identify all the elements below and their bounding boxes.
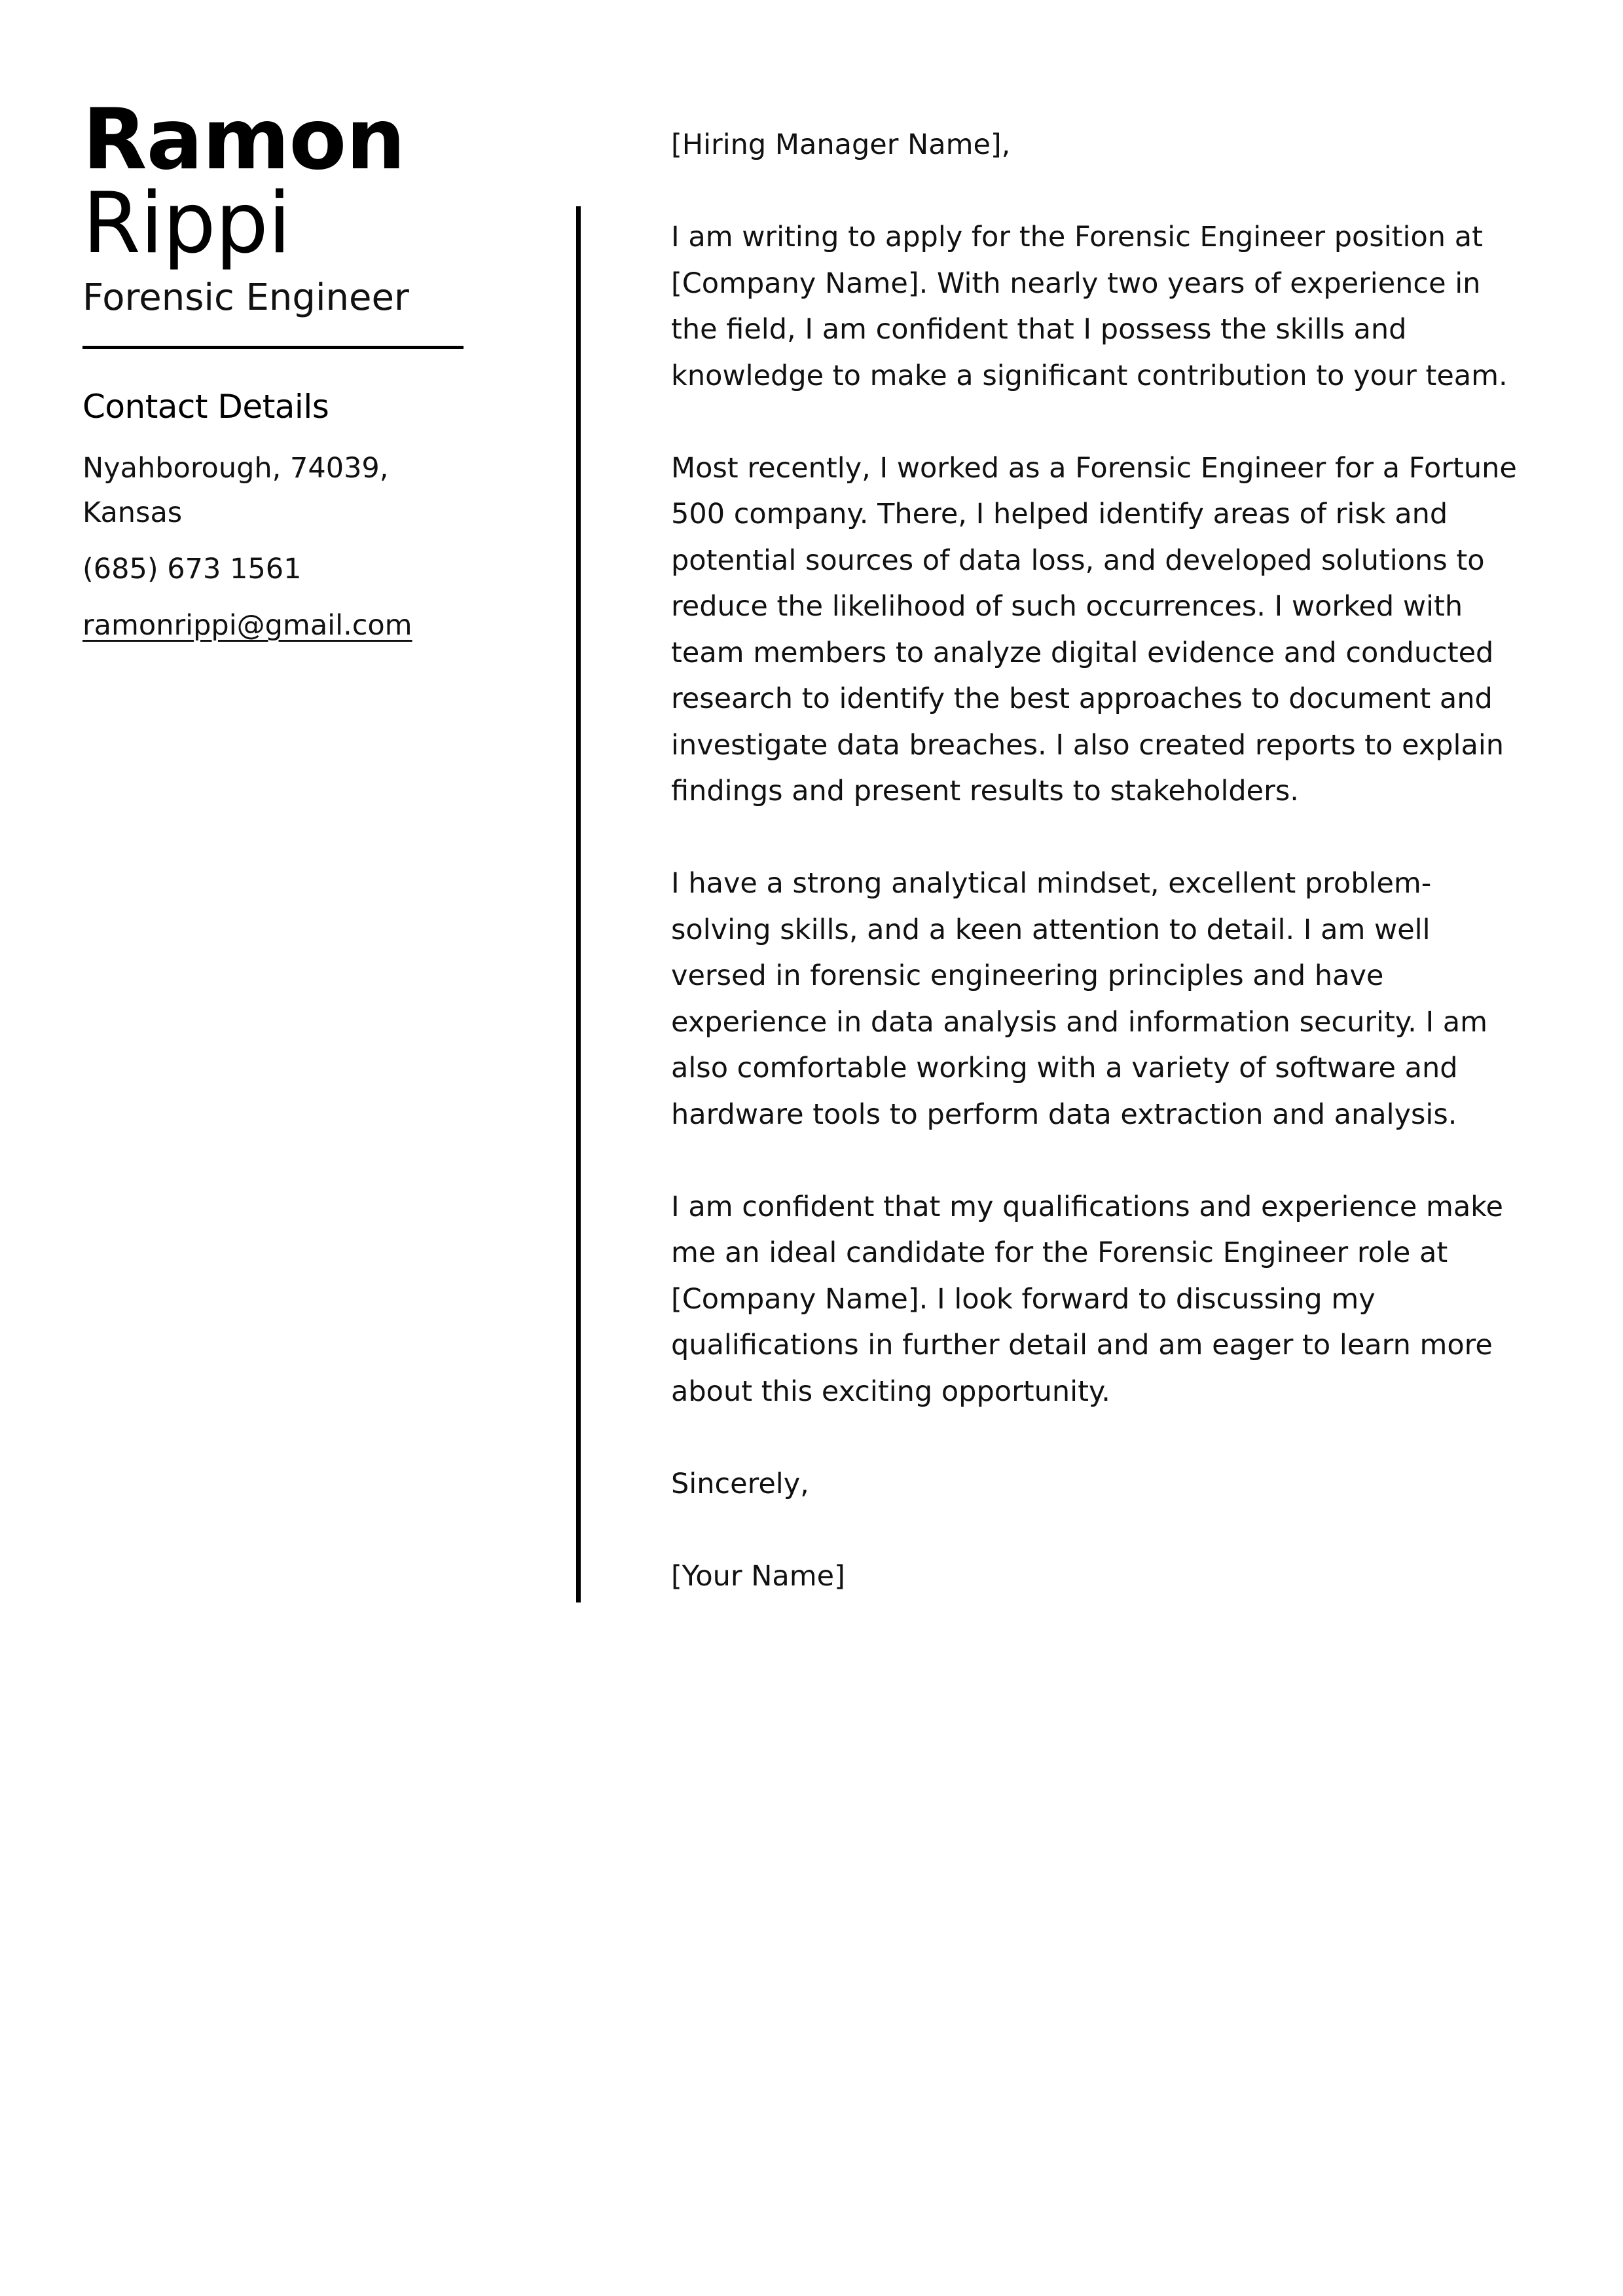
letter-signature: [Your Name] — [671, 1559, 845, 1593]
vertical-divider — [576, 206, 581, 1602]
header-divider — [82, 346, 464, 349]
letter-paragraph: I am writing to apply for the Forensic Engineer position at [Company Name]. With nearly two years of experience in the field, I am confident that I possess the skills and knowledge to make a significant contribution to your team. — [671, 221, 1508, 392]
letter-paragraph: Most recently, I worked as a Forensic Engineer for a Fortune 500 company. There, I helped identify areas of risk and potential sources of data loss, and developed solutions to reduce the likelihood of such occurrences. I worked with team members to analyze digital evidence and conducted research to identify the best approaches to document and investigate data breaches. I also created reports to explain findings and present results to stakeholders. — [671, 451, 1517, 807]
letter-salutation: [Hiring Manager Name], — [671, 128, 1011, 161]
contact-heading: Contact Details — [82, 388, 329, 426]
job-title: Forensic Engineer — [82, 276, 409, 319]
letter-closing: Sincerely, — [671, 1467, 809, 1500]
last-name: Rippi — [82, 175, 291, 272]
contact-email-link[interactable]: ramonrippi@gmail.com — [82, 609, 412, 642]
letter-body — [671, 122, 1522, 1646]
contact-phone: (685) 673 1561 — [82, 553, 302, 585]
letter-paragraph: I am confident that my qualifications and experience make me an ideal candidate for the Forensic Engineer role at [Company Name]. I look forward to discussing my qualifications in further detail and am eager to learn more about this exciting opportunity. — [671, 1190, 1503, 1408]
sidebar — [82, 91, 475, 648]
first-name: Ramon — [82, 91, 405, 189]
contact-address: Nyahborough, 74039, Kansas — [82, 452, 389, 529]
letter-paragraph: I have a strong analytical mindset, excellent problem-solving skills, and a keen attention to detail. I am well versed in forensic engineering principles and have experience in data analysis and information security. I am also comfortable working with a variety of software and hardware tools to perform data extraction and analysis. — [671, 867, 1488, 1131]
